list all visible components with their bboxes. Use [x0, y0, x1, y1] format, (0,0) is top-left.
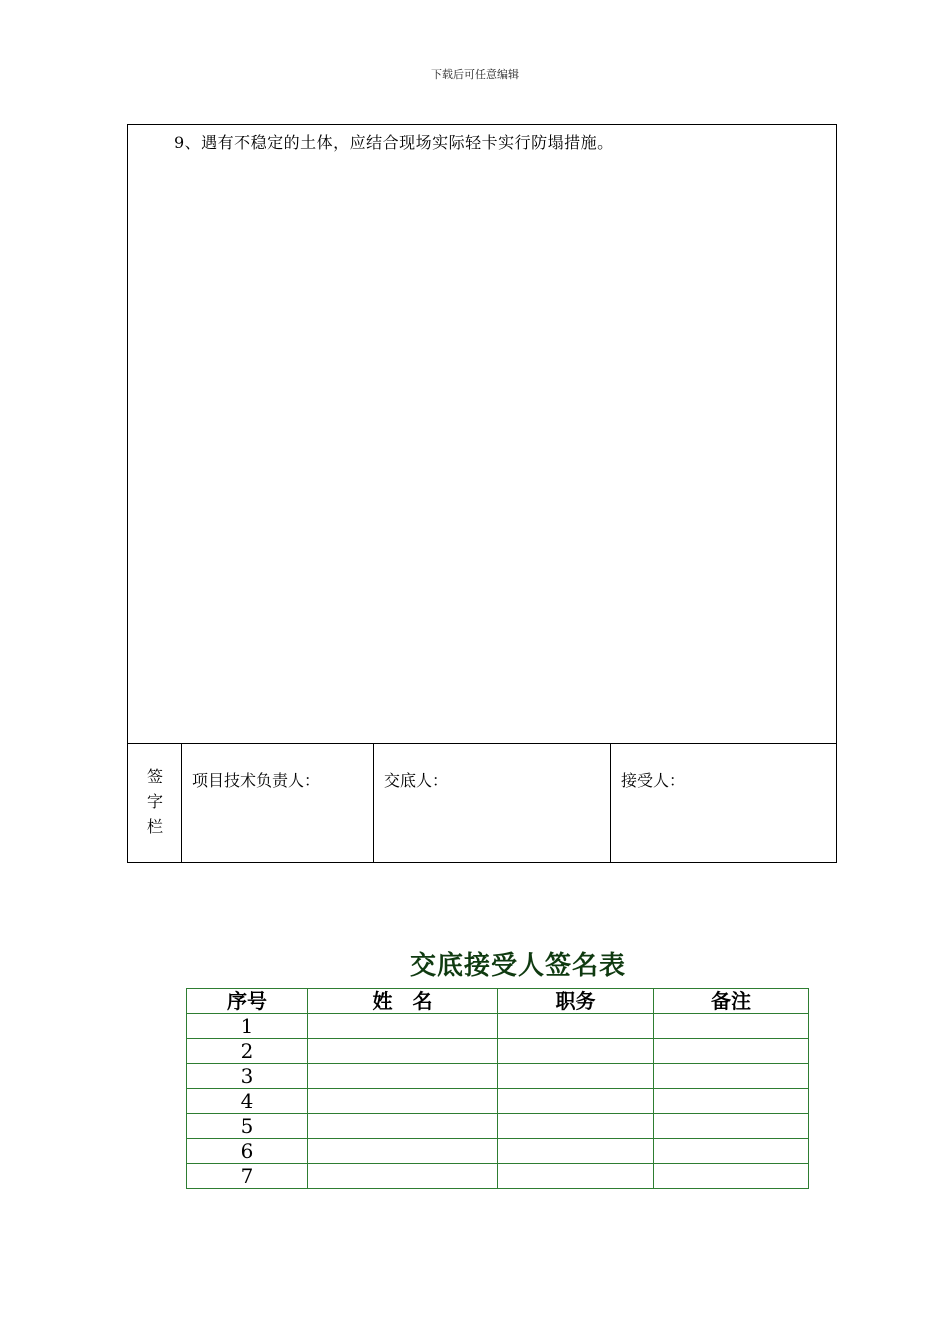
content-area	[128, 125, 836, 744]
row-seq: 3	[187, 1064, 308, 1089]
name-cell[interactable]	[308, 1139, 498, 1164]
briefer-label: 交底人：	[384, 771, 449, 790]
table-row	[187, 1064, 809, 1089]
sign-label: 签 字 栏	[146, 767, 163, 836]
header-position: 职务	[498, 989, 654, 1014]
content-item-9: 9、遇有不稳定的土体，应结合现场实际轻卡实行防塌措施。	[174, 133, 614, 152]
row-seq: 4	[187, 1089, 308, 1114]
briefer-cell[interactable]	[374, 744, 611, 862]
position-cell[interactable]	[498, 1114, 654, 1139]
table-row	[187, 1039, 809, 1064]
row-seq: 6	[187, 1139, 308, 1164]
row-seq: 2	[187, 1039, 308, 1064]
row-seq: 7	[187, 1164, 308, 1189]
table-row	[187, 1014, 809, 1039]
table-row	[187, 1089, 809, 1114]
name-cell[interactable]	[308, 1089, 498, 1114]
position-cell[interactable]	[498, 1064, 654, 1089]
position-cell[interactable]	[498, 1014, 654, 1039]
name-cell[interactable]	[308, 1039, 498, 1064]
remarks-cell[interactable]	[654, 1114, 809, 1139]
remarks-cell[interactable]	[654, 1164, 809, 1189]
name-cell[interactable]	[308, 1164, 498, 1189]
project-lead-label: 项目技术负责人：	[192, 771, 321, 790]
disclosure-table	[127, 124, 837, 863]
name-cell[interactable]	[308, 1064, 498, 1089]
project-lead-cell[interactable]	[182, 744, 374, 862]
header-seq: 序号	[187, 989, 308, 1014]
position-cell[interactable]	[498, 1139, 654, 1164]
name-cell[interactable]	[308, 1014, 498, 1039]
signature-table-header	[187, 989, 809, 1014]
position-cell[interactable]	[498, 1164, 654, 1189]
header-note: 下载后可任意编辑	[431, 68, 519, 81]
header-name: 姓 名	[308, 989, 498, 1014]
remarks-cell[interactable]	[654, 1139, 809, 1164]
name-cell[interactable]	[308, 1114, 498, 1139]
table-row	[187, 1139, 809, 1164]
signature-table-title: 交底接受人签名表	[409, 951, 626, 981]
row-seq: 5	[187, 1114, 308, 1139]
remarks-cell[interactable]	[654, 1039, 809, 1064]
sign-label-cell	[128, 744, 182, 862]
receiver-cell[interactable]	[611, 744, 836, 862]
row-seq: 1	[187, 1014, 308, 1039]
receiver-label: 接受人：	[621, 771, 686, 790]
remarks-cell[interactable]	[654, 1064, 809, 1089]
signature-row	[128, 744, 836, 862]
table-row	[187, 1164, 809, 1189]
header-remarks: 备注	[654, 989, 809, 1014]
remarks-cell[interactable]	[654, 1089, 809, 1114]
signature-table	[186, 988, 809, 1189]
position-cell[interactable]	[498, 1039, 654, 1064]
table-row	[187, 1114, 809, 1139]
remarks-cell[interactable]	[654, 1014, 809, 1039]
position-cell[interactable]	[498, 1089, 654, 1114]
